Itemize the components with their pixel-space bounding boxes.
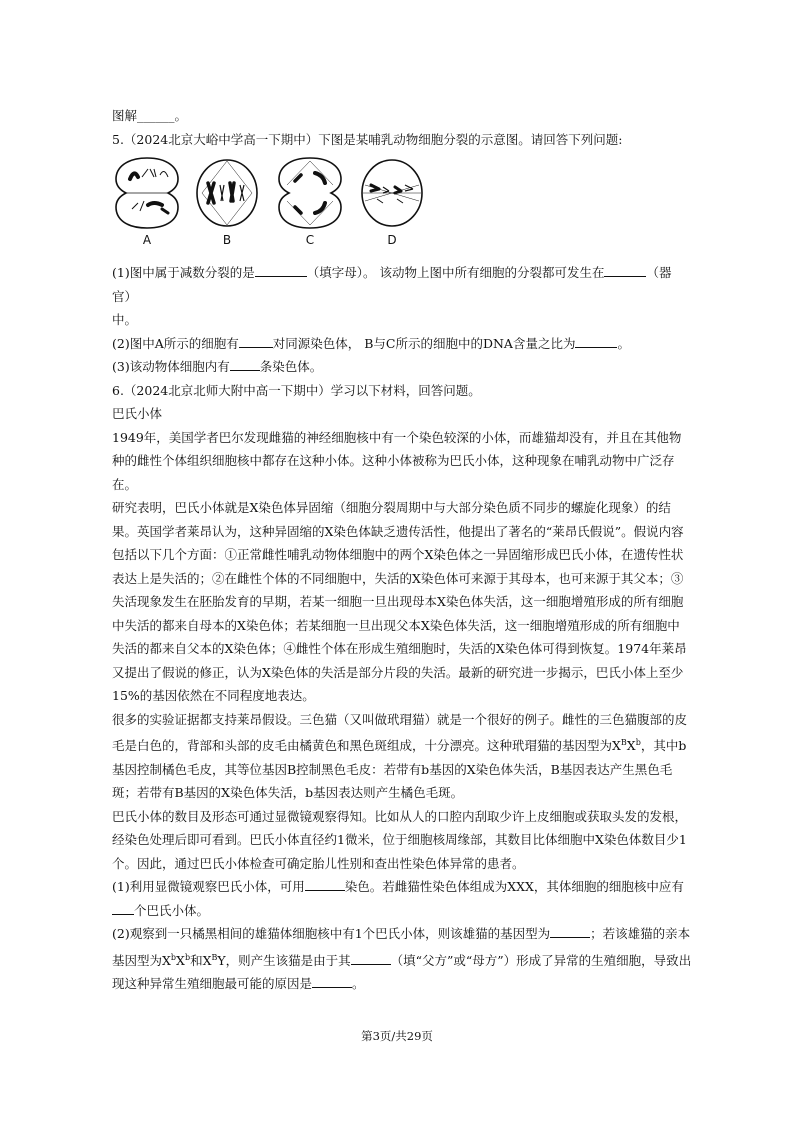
answer-blank[interactable]	[550, 923, 590, 938]
cell-b-drawing	[192, 155, 262, 231]
page-number: 第3页/共29页	[361, 1029, 433, 1043]
question-6-part-2: (2)观察到一只橘黑相间的雄猫体细胞核中有1个巴氏小体，则该雄猫的基因型为 ；若该雄猫的亲本基因型为$X^bX^b$和$X^BY$，则产生该猫是由于其 （填“父方”或“母方”）形成了异常的生殖细胞，导致出现这种异常生殖细胞最可能的原因是 。	[112, 922, 692, 996]
answer-blank[interactable]	[305, 876, 345, 891]
answer-blank[interactable]	[112, 900, 134, 915]
question-5-part-1: (1)图中属于减数分裂的是 （填字母）。 该动物上图中所有细胞的分裂都可发生在 （器官） 中。	[112, 261, 692, 332]
answer-blank[interactable]	[312, 973, 352, 988]
question-6-header: 6.（2024北京北师大附中高一下期中）学习以下材料，回答问题。	[112, 382, 481, 398]
cell-label-a: A	[142, 233, 152, 247]
article-subtitle: 巴氏小体	[112, 406, 163, 421]
cell-d-drawing	[357, 155, 427, 231]
cell-figure-a	[112, 155, 182, 247]
cell-label-d: D	[387, 233, 397, 247]
question-6-part-1: (1)利用显微镜观察巴氏小体，可用 染色。若雌猫性染色体组成为XXX，其体细胞的细胞核中应有个巴氏小体。	[112, 875, 692, 922]
answer-blank[interactable]	[255, 262, 307, 277]
cell-label-c: C	[305, 233, 315, 247]
cell-figure-d	[357, 155, 427, 247]
article-paragraph-1: 1949年，美国学者巴尔发现雌猫的神经细胞核中有一个染色较深的小体，而雄猫却没有，并且在其他物种的雌性个体组织细胞核中都存在这种小体。这种小体被称为巴氏小体，这种现象在哺乳动物中广泛存在。	[112, 429, 682, 492]
cell-figure-b	[192, 155, 262, 247]
cell-division-figures	[112, 155, 692, 255]
previous-question-tail: 图解______。	[112, 108, 188, 123]
cell-a-drawing	[112, 155, 182, 231]
question-5-part-3: (3)该动物体细胞内有 条染色体。	[112, 355, 692, 379]
question-5-part-2: (2)图中A所示的细胞有 对同源染色体， B与C所示的细胞中的DNA含量之比为 。	[112, 332, 692, 356]
article-paragraph-2: 研究表明，巴氏小体就是X染色体异固缩（细胞分裂周期中与大部分染色质不同步的螺旋化现象）的结果。英国学者莱昂认为，这种异固缩的X染色体缺乏遗传活性，他提出了著名的“莱昂氏假说”。假说内容包括以下几个方面：①正常雌性哺乳动物体细胞中的两个X染色体之一异固缩形成巴氏小体，在遗传性状表达上是失活的；②在雌性个体的不同细胞中，失活的X染色体可来源于其母本，也可来源于其父本；③失活现象发生在胚胎发育的早期，若某一细胞一旦出现母本X染色体失活，这一细胞增殖形成的所有细胞中失活的都来自母本的X染色体；若某细胞一旦出现父本X染色体失活，这一细胞增殖形成的所有细胞中失活的都来自父本的X染色体；④雌性个体在形成生殖细胞时，失活的X染色体可得到恢复。1974年莱昂又提出了假说的修正，认为X染色体的失活是部分片段的失活。最新的研究进一步揭示，巴氏小体上至少15%的基因依然在不同程度地表达。	[112, 500, 687, 703]
answer-blank[interactable]	[604, 262, 646, 277]
cell-figure-c	[275, 155, 345, 247]
answer-blank[interactable]	[575, 333, 617, 348]
article-paragraph-4: 巴氏小体的数目及形态可通过显微镜观察得知。比如从人的口腔内刮取少许上皮细胞或获取头发的发根，经染色处理后即可看到。巴氏小体直径约1微米，位于细胞核周缘部，其数目比体细胞中X染色体数目少1个。因此，通过巴氏小体检查可确定胎儿性别和查出性染色体异常的患者。	[112, 808, 688, 871]
answer-blank[interactable]	[230, 356, 260, 371]
answer-blank[interactable]	[351, 950, 391, 965]
cell-label-b: B	[222, 233, 232, 247]
question-5-header: 5.（2024北京大峪中学高一下期中）下图是某哺乳动物细胞分裂的示意图。请回答下列问题:	[112, 131, 623, 147]
document-content	[112, 104, 692, 996]
article-paragraph-3: 很多的实验证据都支持莱昂假设。三色猫（又叫做玳瑁猫）就是一个很好的例子。雌性的三色猫腹部的皮毛是白色的，背部和头部的皮毛由橘黄色和黑色斑组成，十分漂亮。这种玳瑁猫的基因型为$X^BX^b$，其中b基因控制橘色毛皮，其等位基因B控制黑色毛皮：若带有b基因的X染色体失活，B基因表达产生黑色毛斑；若带有B基因的X染色体失活，b基因表达则产生橘色毛斑。	[112, 711, 688, 800]
cell-c-drawing	[275, 155, 345, 231]
answer-blank[interactable]	[239, 333, 273, 348]
